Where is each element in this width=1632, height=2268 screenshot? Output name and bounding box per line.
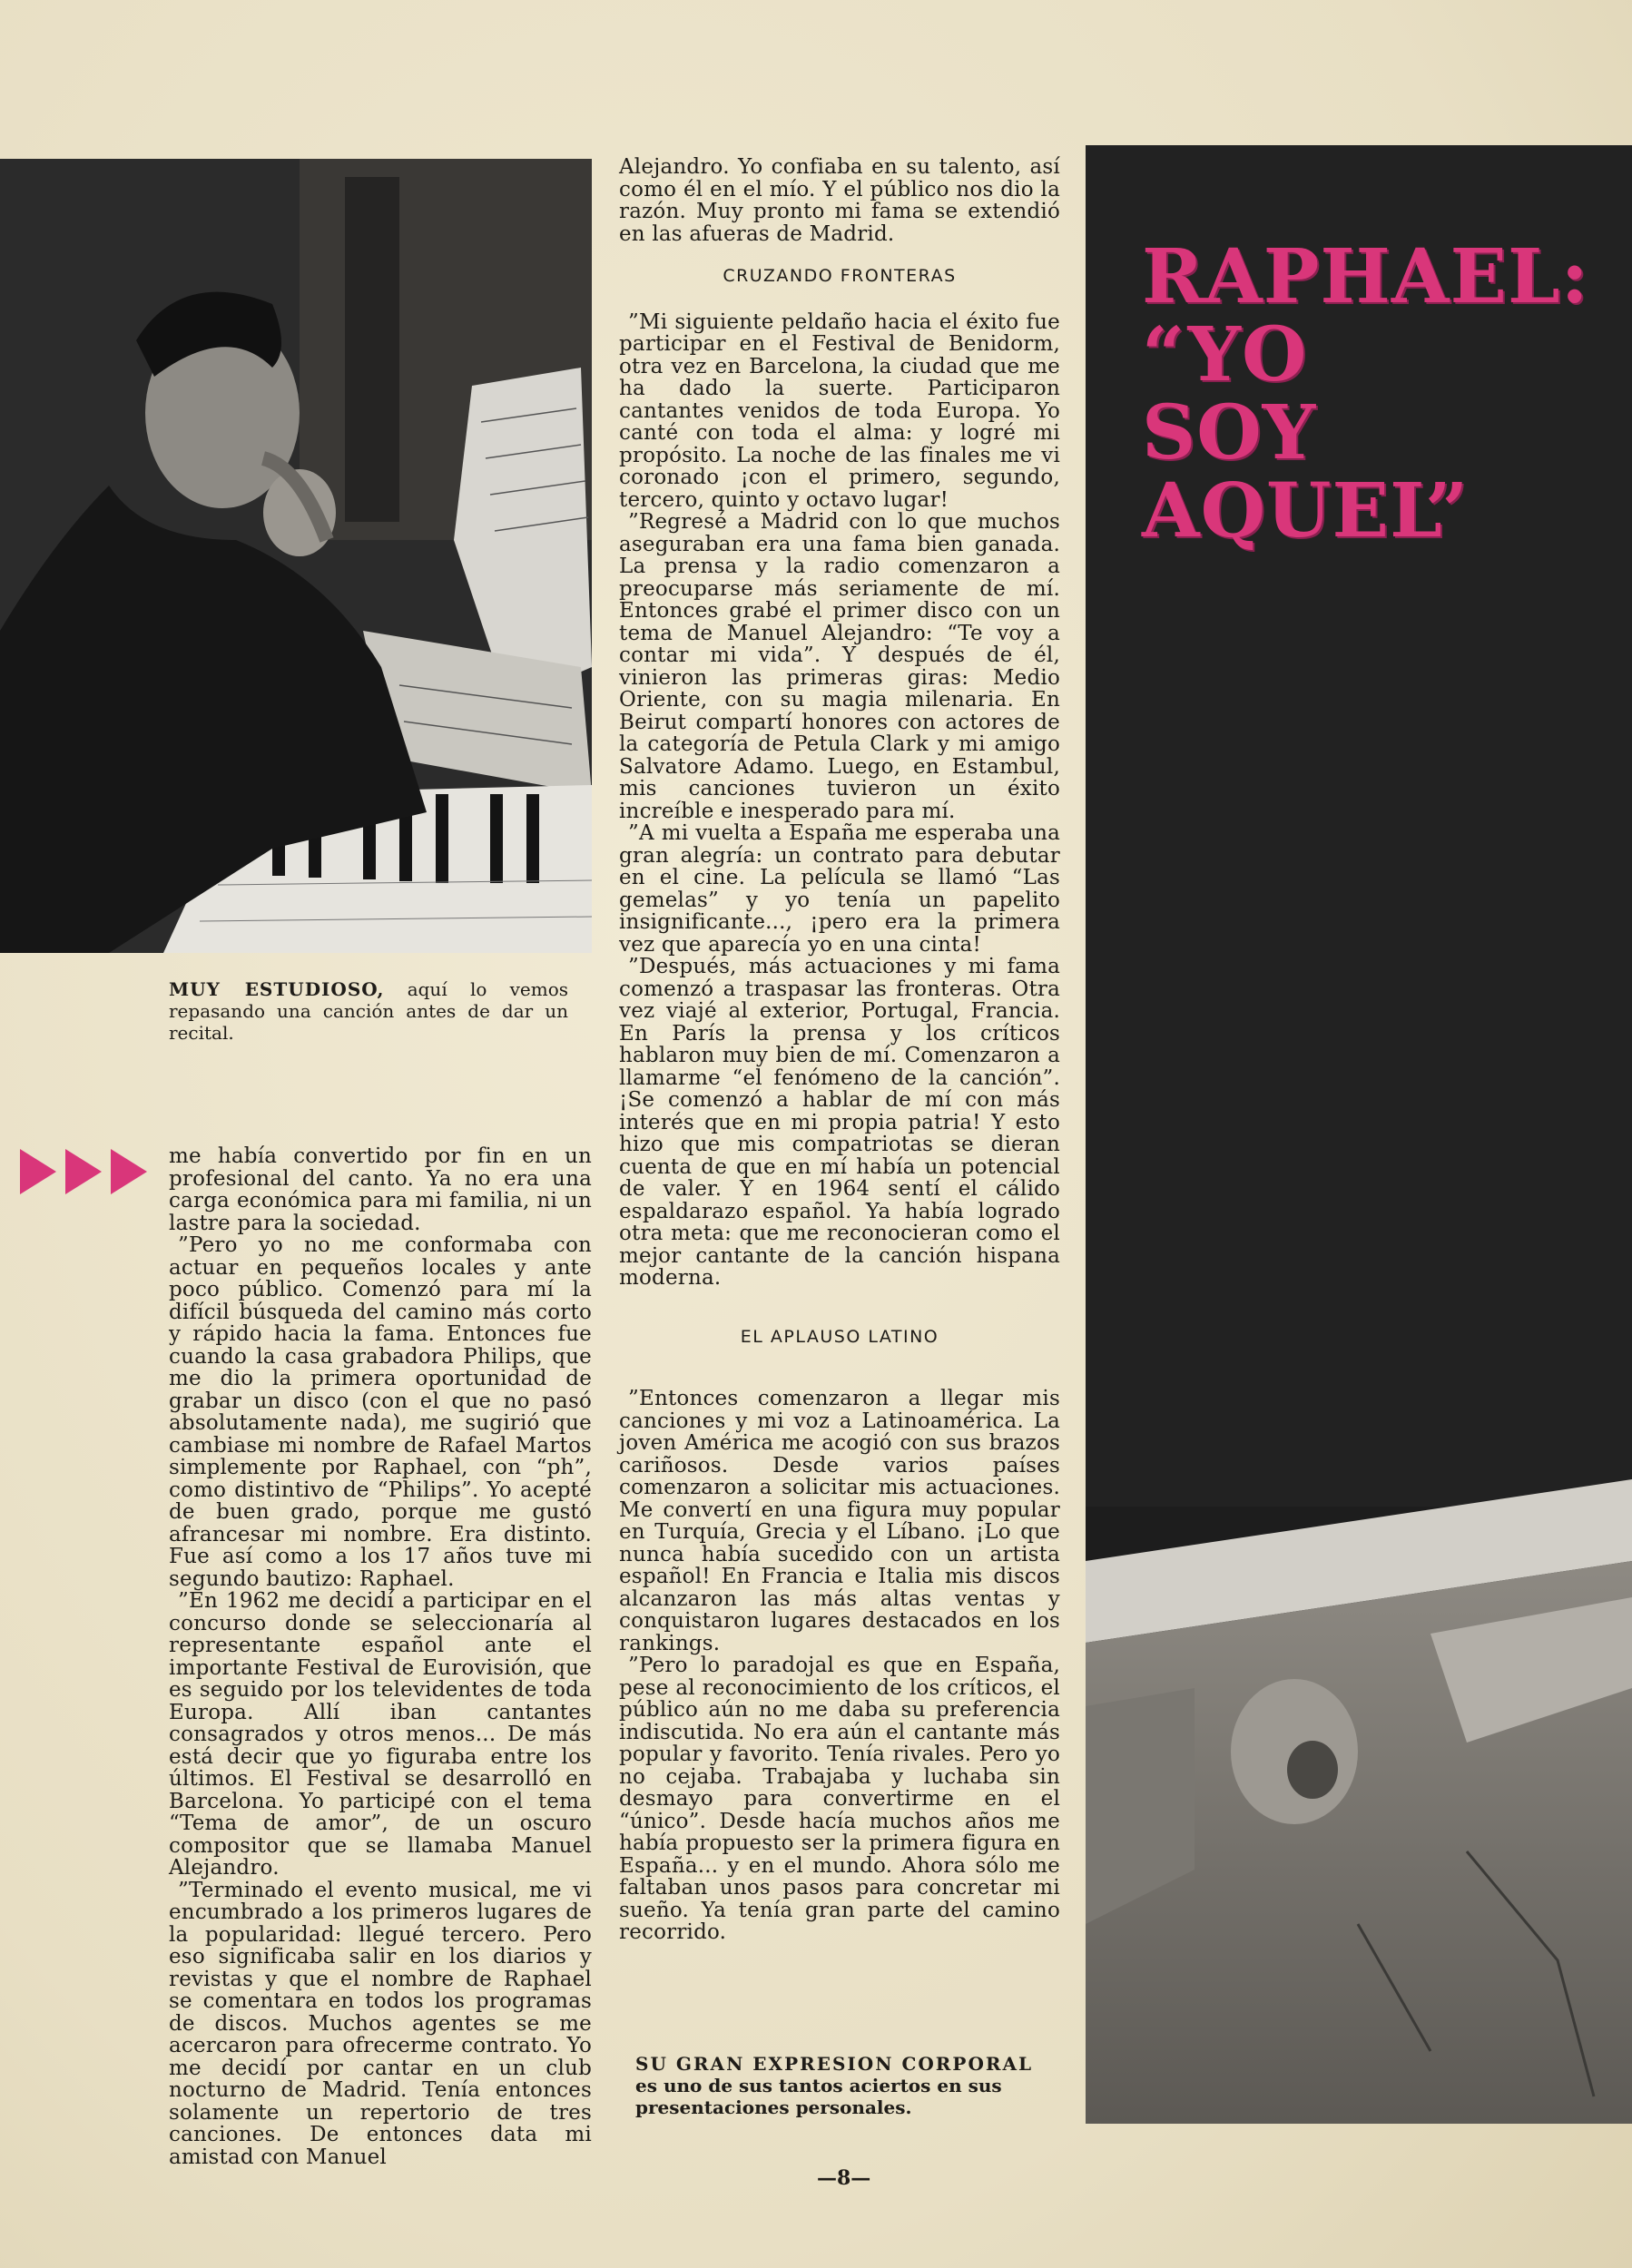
col1-paragraph-3: ”En 1962 me decidí a participar en el concurso donde se seleccionaría al representante español ante el importante Festival de Eurovisión, que es seguido por los televidentes de toda Europa. Allí iban cantantes consagrados y otros menos... De más está decir que yo figuraba entre los últimos. El Festival se desarrolló en Barcelona. Yo participé con el tema “Tema de amor”, de un oscuro compositor que se llamaba Manuel Alejandro. xyxy=(169,1589,592,1880)
article-column-2 xyxy=(619,156,1060,1944)
caption-photo1-lead: MUY ESTUDIOSO, xyxy=(169,978,385,1000)
continuation-arrows-icon xyxy=(20,1145,156,1202)
col2-paragraph-2: ”Regresé a Madrid con lo que muchos aseguraban era una fama bien ganada. La prensa y la radio comenzaron a preocuparse más seriamente de mí. Entonces grabé el primer disco con un tema de Manuel Alejandro: “Te voy a contar mi vida”. Y después de él, vinieron las primeras giras: Medio Oriente, con su magia milenaria. En Beirut compartí honores con actores de la categoría de Petula Clark y mi amigo Salvatore Adamo. Luego, en Estambul, mis canciones tuvieron un éxito increíble e inesperado para mí. xyxy=(619,510,1060,823)
title-line-2: “YO xyxy=(1142,311,1308,398)
col2-paragraph-0: Alejandro. Yo confiaba en su talento, así como él en el mío. Y el público nos dio la razón. Muy pronto mi fama se extendió en las afueras de Madrid. xyxy=(619,155,1060,246)
col1-paragraph-1: me había convertido por fin en un profesional del canto. Ya no era una carga económica para mi familia, ni un lastre para la sociedad. xyxy=(169,1144,592,1235)
caption-photo1-text: aquí lo vemos repasando una canción antes de dar un recital. xyxy=(169,978,569,1044)
title-line-1: RAPHAEL: xyxy=(1142,233,1589,320)
caption-photo2-lead: SU GRAN EXPRESION CORPORAL xyxy=(635,2053,1034,2075)
col1-paragraph-2: ”Pero yo no me conformaba con actuar en pequeños locales y ante poco público. Comenzó para mí la difícil búsqueda del camino más corto y rápido hacia la fama. Entonces fue cuando la casa grabadora Philips, que me dio la primera oportunidad de grabar un disco (con el que no pasó absolutamente nada), me sugirió que cambiase mi nombre de Rafael Martos simplemente por Raphael, con “ph”, como distintivo de “Philips”. Yo acepté de buen grado, porque me gustó afrancesar mi nombre. Era distinto. Fue así como a los 17 años tuve mi segundo bautizo: Raphael. xyxy=(169,1233,592,1591)
article-title xyxy=(1142,233,1632,555)
title-line-4: AQUEL” xyxy=(1142,467,1470,555)
title-line-3: SOY xyxy=(1142,389,1317,476)
page-number: —8— xyxy=(817,2166,871,2190)
col2-paragraph-4: ”Después, más actuaciones y mi fama comenzó a traspasar las fronteras. Otra vez viajé al exterior, Portugal, Francia. En París la prensa y los críticos hablaron muy bien de mí. Comenzaron a llamarme “el fenómeno de la canción”. ¡Se comenzó a hablar de mí con más interés que en mi propia patria! Y esto hizo que mis compatriotas se dieran cuenta de que en mí había un potencial de valer. Y en 1964 sentí el cálido espaldarazo español. Ya había logrado otra meta: que me reconocieran como el mejor cantante de la canción hispana moderna. xyxy=(619,955,1060,1290)
caption-photo2-text: es uno de sus tantos aciertos en sus presentaciones personales. xyxy=(635,2075,1002,2118)
col2-paragraph-6: ”Pero lo paradojal es que en España, pese al reconocimiento de los críticos, el público aún no me daba su preferencia indiscutida. No era aún el cantante más popular y favorito. Tenía rivales. Pero yo no cejaba. Trabajaba y luchaba sin desmayo para convertirme en el “único”. Desde hacía muchos años me había propuesto ser la primera figura en España... y en el mundo. Ahora sólo me faltaban unos pasos para concretar mi sueño. Ya tenía gran parte del camino recorrido. xyxy=(619,1654,1060,1944)
col2-paragraph-5: ”Entonces comenzaron a llegar mis canciones y mi voz a Latinoamérica. La joven América me acogió con sus brazos cariñosos. Desde varios países comenzaron a solicitar mis actuaciones. Me convertí en una figura muy popular en Turquía, Grecia y el Líbano. ¡Lo que nunca había sucedido con un artista español! En Francia e Italia mis discos alcanzaron las más altas ventas y conquistaron lugares destacados en los rankings. xyxy=(619,1387,1060,1655)
article-column-1 xyxy=(169,1145,592,2168)
photo-man-at-piano xyxy=(0,159,592,953)
col2-paragraph-1: ”Mi siguiente peldaño hacia el éxito fue participar en el Festival de Benidorm, otra vez en Barcelona, la ciudad que me ha dado la suerte. Participaron cantantes venidos de toda Europa. Yo canté con toda el alma: y logré mi propósito. La noche de las finales me vi coronado ¡con el primero, segundo, tercero, quinto y octavo lugar! xyxy=(619,309,1060,512)
caption-photo1 xyxy=(169,978,568,1044)
col1-paragraph-4: ”Terminado el evento musical, me vi encumbrado a los primeros lugares de la popularidad: llegué tercero. Pero eso significaba salir en los diarios y revistas y que el nombre de Raphael se comentara en todos los programas de discos. Muchos agentes se me acercaron para ofrecerme contrato. Yo me decidí por cantar en un club nocturno de Madrid. Tenía entonces solamente un repertorio de tres canciones. De entonces data mi amistad con Manuel xyxy=(169,1878,592,2169)
caption-photo2 xyxy=(635,2053,1062,2118)
subheading-cruzando-fronteras: CRUZANDO FRONTERAS xyxy=(723,266,957,286)
subheading-el-aplauso-latino: EL APLAUSO LATINO xyxy=(740,1326,939,1347)
col2-paragraph-3: ”A mi vuelta a España me esperaba una gran alegría: un contrato para debutar en el cine. La película se llamó “Las gemelas” y yo tenía un papelito insignificante..., ¡pero era la primera vez que aparecía yo en una cinta! xyxy=(619,821,1060,957)
